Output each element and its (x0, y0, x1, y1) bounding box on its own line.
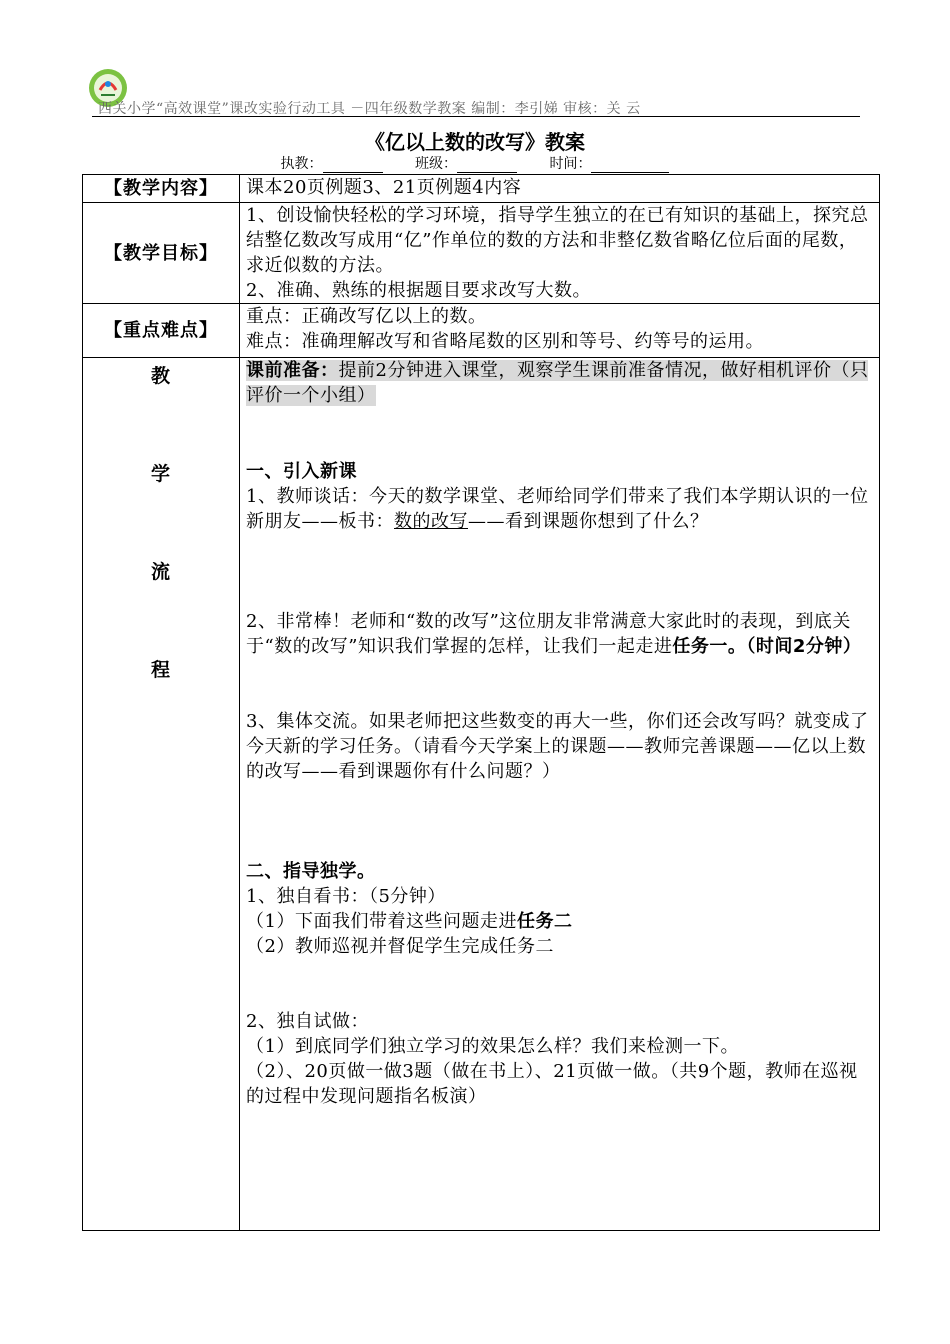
process-row (83, 358, 880, 1231)
process-label (83, 358, 240, 1231)
process-cell (240, 358, 880, 1231)
key-label: 【重点难点】 (83, 304, 240, 358)
difficult-point: 难点：准确理解改写和省略尾数的区别和等号、约等号的运用。 (246, 331, 764, 352)
class-field: 班级： (415, 153, 517, 173)
section-2-title: 二、指导独学。 (246, 861, 376, 882)
process-char-1: 教 (150, 365, 171, 387)
process-char-2: 学 (150, 463, 171, 485)
goal-label: 【教学目标】 (83, 203, 240, 304)
content-text: 课本20页例题3、21页例题4内容 (240, 175, 880, 203)
process-char-4: 程 (150, 659, 171, 681)
content-row (83, 175, 880, 203)
section-2-item-a: 1、独自看书：（5分钟） (246, 886, 446, 907)
page-title: 《亿以上数的改写》教案 (365, 130, 585, 154)
meta-fields (0, 153, 950, 173)
process-char-3: 流 (150, 561, 171, 583)
section-1-para-3: 3、集体交流。如果老师把这些数变的再大一些，你们还会改写吗？就变成了今天新的学习任务。（请看今天学案上的课题——教师完善课题——亿以上数的改写——看到课题你有什么问题？） (246, 711, 869, 782)
time-field: 时间： (549, 153, 669, 173)
section-2-item-f: （2）、20页做一做3题（做在书上）、21页做一做。（共9个题，教师在巡视的过程中发现问题指名板演） (246, 1061, 858, 1107)
document-header: 西关小学“高效课堂”课改实验行动工具 －四年级数学教案 编制：李引娣 审核：关 云 (98, 101, 641, 117)
prep-paragraph: 课前准备：提前2分钟进入课堂，观察学生课前准备情况，做好相机评价（只评价一个小组） (246, 360, 869, 406)
section-2-item-e: （1）到底同学们独立学习的效果怎么样？我们来检测一下。 (246, 1036, 739, 1057)
key-row (83, 304, 880, 358)
lesson-plan-table (82, 174, 880, 1231)
section-2-item-c: （2）教师巡视并督促学生完成任务二 (246, 936, 554, 957)
section-2-item-b: （1）下面我们带着这些问题走进任务二 (246, 911, 573, 932)
goal-item-2: 2、准确、熟练的根据题目要求改写大数。 (246, 280, 591, 301)
content-label: 【教学内容】 (83, 175, 240, 203)
section-1-para-1: 1、教师谈话：今天的数学课堂、老师给同学们带来了我们本学期认识的一位新朋友——板书：数的改写——看到课题你想到了什么？ (246, 486, 869, 532)
section-2-item-d: 2、独自试做： (246, 1011, 369, 1032)
teacher-field: 执教： (281, 153, 383, 173)
key-point: 重点：正确改写亿以上的数。 (246, 306, 487, 327)
section-1-title: 一、引入新课 (246, 461, 357, 482)
key-cell (240, 304, 880, 358)
goal-item-1: 1、创设愉快轻松的学习环境，指导学生独立的在已有知识的基础上，探究总结整亿数改写成用“亿”作单位的数的方法和非整亿数省略亿位后面的尾数，求近似数的方法。 (246, 205, 869, 276)
section-1-para-2: 2、非常棒！老师和“数的改写”这位朋友非常满意大家此时的表现，到底关于“数的改写”知识我们掌握的怎样，让我们一起走进任务一。（时间2分钟） (246, 611, 862, 657)
header-divider (92, 116, 860, 117)
goal-cell (240, 203, 880, 304)
goal-row (83, 203, 880, 304)
